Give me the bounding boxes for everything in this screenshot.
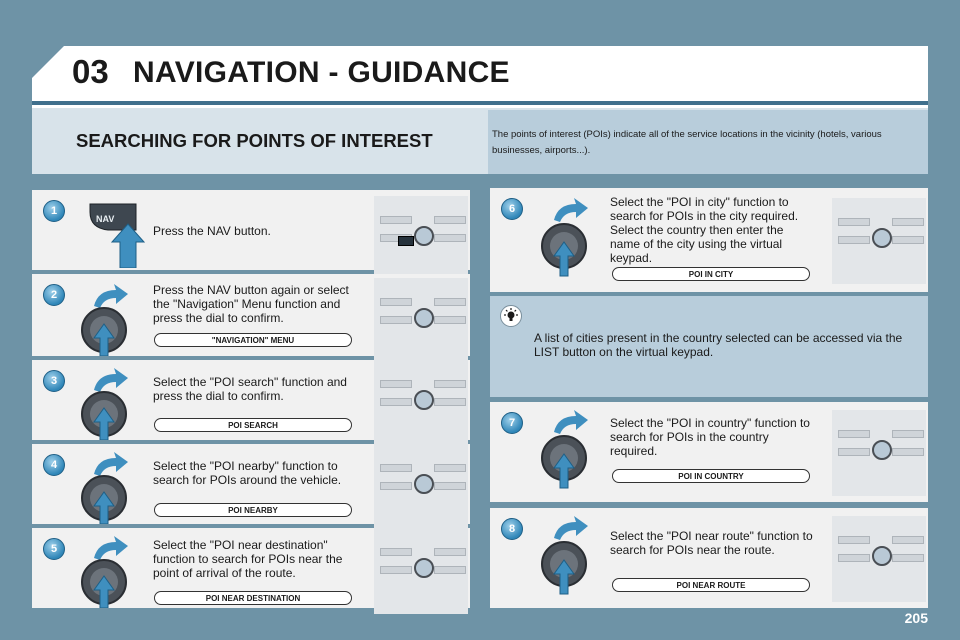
page-title: NAVIGATION - GUIDANCE [133, 56, 510, 89]
chapter-number: 03 [72, 53, 109, 90]
control-panel-image [374, 196, 468, 282]
dial-press-icon [536, 194, 596, 280]
step-text: Select the "POI search" function and press the dial to confirm. [153, 375, 347, 403]
lightbulb-icon [500, 305, 522, 327]
step-panel-7 [490, 402, 928, 502]
dial-icon [414, 558, 434, 578]
step-number: 4 [43, 454, 65, 476]
step-panel-1 [32, 190, 470, 270]
dial-press-icon [76, 532, 136, 608]
header-divider [32, 101, 928, 105]
section-title: SEARCHING FOR POINTS OF INTEREST [76, 130, 433, 151]
control-panel-image [374, 444, 468, 530]
step-number: 7 [501, 412, 523, 434]
function-tag: POI NEAR DESTINATION [154, 591, 352, 605]
dial-press-icon [536, 406, 596, 492]
nav-button-icon [398, 236, 414, 246]
step-number: 2 [43, 284, 65, 306]
dial-press-icon [536, 512, 596, 598]
function-tag: POI SEARCH [154, 418, 352, 432]
tip-box [490, 296, 928, 397]
control-panel-image [374, 528, 468, 614]
step-text: Select the "POI near route" function to search for POIs near the route. [610, 529, 813, 557]
nav-label-icon: NAV [96, 214, 115, 224]
function-tag: POI IN CITY [612, 267, 810, 281]
step-text: Select the "POI nearby" function to search for POIs around the vehicle. [153, 459, 342, 487]
dial-icon [414, 390, 434, 410]
dial-icon [872, 228, 892, 248]
function-tag: POI NEARBY [154, 503, 352, 517]
step-text: Select the "POI in country" function to search for POIs in the country required. [610, 416, 810, 458]
dial-press-icon [76, 364, 136, 440]
function-tag: "NAVIGATION" MENU [154, 333, 352, 347]
control-panel-image [374, 278, 468, 364]
function-tag: POI NEAR ROUTE [612, 578, 810, 592]
step-panel-8 [490, 508, 928, 608]
step-number: 5 [43, 538, 65, 560]
step-number: 6 [501, 198, 523, 220]
control-panel-image [832, 516, 926, 602]
dial-press-icon [76, 280, 136, 356]
step-panel-3 [32, 360, 470, 440]
dial-icon [414, 474, 434, 494]
control-panel-image [374, 360, 468, 446]
function-tag: POI IN COUNTRY [612, 469, 810, 483]
step-number: 1 [43, 200, 65, 222]
dial-icon [872, 440, 892, 460]
step-text: Press the NAV button. [153, 224, 271, 238]
dial-icon [872, 546, 892, 566]
tip-text: A list of cities present in the country selected can be accessed via the LIST button on the virtual keypad. [534, 331, 903, 359]
dial-press-icon [76, 448, 136, 524]
step-panel-2 [32, 274, 470, 356]
page-number: 205 [904, 610, 928, 626]
step-text: Press the NAV button again or select the "Navigation" Menu function and press the dial to confirm. [153, 283, 349, 325]
dial-icon [414, 308, 434, 328]
nav-button-press-icon [76, 198, 156, 268]
step-panel-5 [32, 528, 470, 608]
section-intro: The points of interest (POIs) indicate all of the service locations in the vicinity (hotels, various businesses, airports...). [488, 110, 928, 174]
step-text: Select the "POI near destination" function to search for POIs near the point of arrival of the route. [153, 538, 343, 580]
step-panel-4 [32, 444, 470, 524]
control-panel-image [832, 198, 926, 284]
step-number: 3 [43, 370, 65, 392]
step-text: Select the "POI in city" function to search for POIs in the city required. Select the country then enter the name of the city using the virtual keypad. [610, 195, 799, 265]
step-number: 8 [501, 518, 523, 540]
control-panel-image [832, 410, 926, 496]
step-panel-6 [490, 188, 928, 292]
